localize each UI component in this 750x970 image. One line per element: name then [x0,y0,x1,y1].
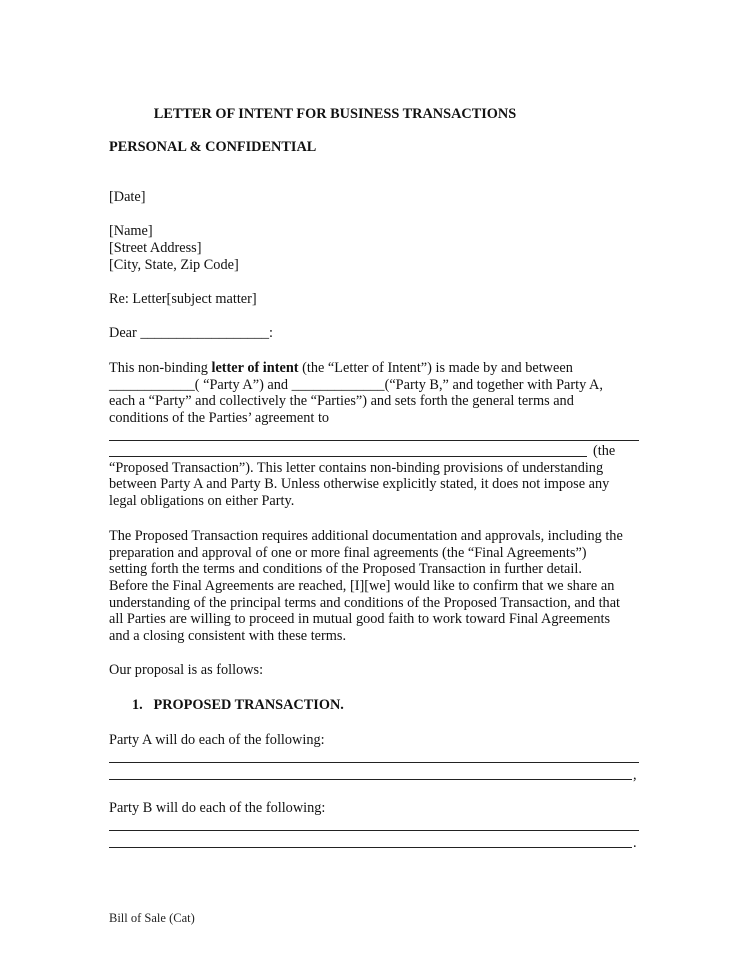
re-line: Re: Letter[subject matter] [109,291,257,307]
intro-the-suffix: (the [593,443,616,459]
party-a-end-punct: , [633,767,637,783]
party-a-blank-line-1[interactable] [109,762,639,763]
document-title: LETTER OF INTENT FOR BUSINESS TRANSACTIONS [153,106,517,122]
intro-line-9: legal obligations on either Party. [109,493,295,509]
confidential-heading: PERSONAL & CONFIDENTIAL [109,139,317,155]
party-b-label: Party B will do each of the following: [109,800,326,816]
paragraph2-line: understanding of the principal terms and conditions of the Proposed Transaction, and that [109,595,621,611]
section-number: 1. [132,697,143,713]
paragraph2-line: all Parties are willing to proceed in mutual good faith to work toward Final Agreements [109,611,611,627]
recipient-street: [Street Address] [109,240,202,256]
paragraph2-line: The Proposed Transaction requires additional documentation and approvals, including the [109,528,623,544]
intro-text: This non-binding [109,360,212,376]
footer-text: Bill of Sale (Cat) [109,911,195,925]
paragraph2-line: setting forth the terms and conditions of the Proposed Transaction in further detail. [109,561,582,577]
intro-line-3: each a “Party” and collectively the “Parties”) and sets forth the general terms and [109,393,574,409]
party-a-blank-line-2[interactable] [109,779,632,780]
paragraph2-line: Before the Final Agreements are reached, [I][we] would like to confirm that we share an [109,578,615,594]
intro-text: (the “Letter of Intent”) is made by and between [298,360,573,376]
recipient-name: [Name] [109,223,153,239]
party-a-label: Party A will do each of the following: [109,732,325,748]
salutation-blank[interactable]: __________________ [140,325,270,341]
intro-line-1 [109,360,573,377]
intro-line-7: “Proposed Transaction”). This letter contains non-binding provisions of understanding [109,460,604,476]
recipient-city: [City, State, Zip Code] [109,257,239,273]
intro-line-8: between Party A and Party B. Unless otherwise explicitly stated, it does not impose any [109,476,610,492]
party-b-end-punct: . [633,835,637,851]
proposal-intro: Our proposal is as follows: [109,662,264,678]
blank-line-agreement-1[interactable] [109,440,639,441]
party-b-blank-line-2[interactable] [109,847,632,848]
salutation-dear: Dear [109,325,137,341]
salutation [109,325,273,342]
paragraph2-line: and a closing consistent with these terms. [109,628,347,644]
intro-bold-term: letter of intent [211,360,299,376]
blank-line-agreement-2[interactable] [109,456,587,457]
paragraph2-line: preparation and approval of one or more final agreements (the “Final Agreements”) [109,545,587,561]
date-placeholder: [Date] [109,189,146,205]
salutation-colon: : [269,325,274,341]
intro-line-4: conditions of the Parties’ agreement to [109,410,330,426]
section-title: PROPOSED TRANSACTION. [153,697,344,713]
section-1-heading [132,697,344,714]
party-b-blank-line-1[interactable] [109,830,639,831]
intro-line-2: ____________( “Party A”) and _____________(“Party B,” and together with Party A, [109,377,603,393]
